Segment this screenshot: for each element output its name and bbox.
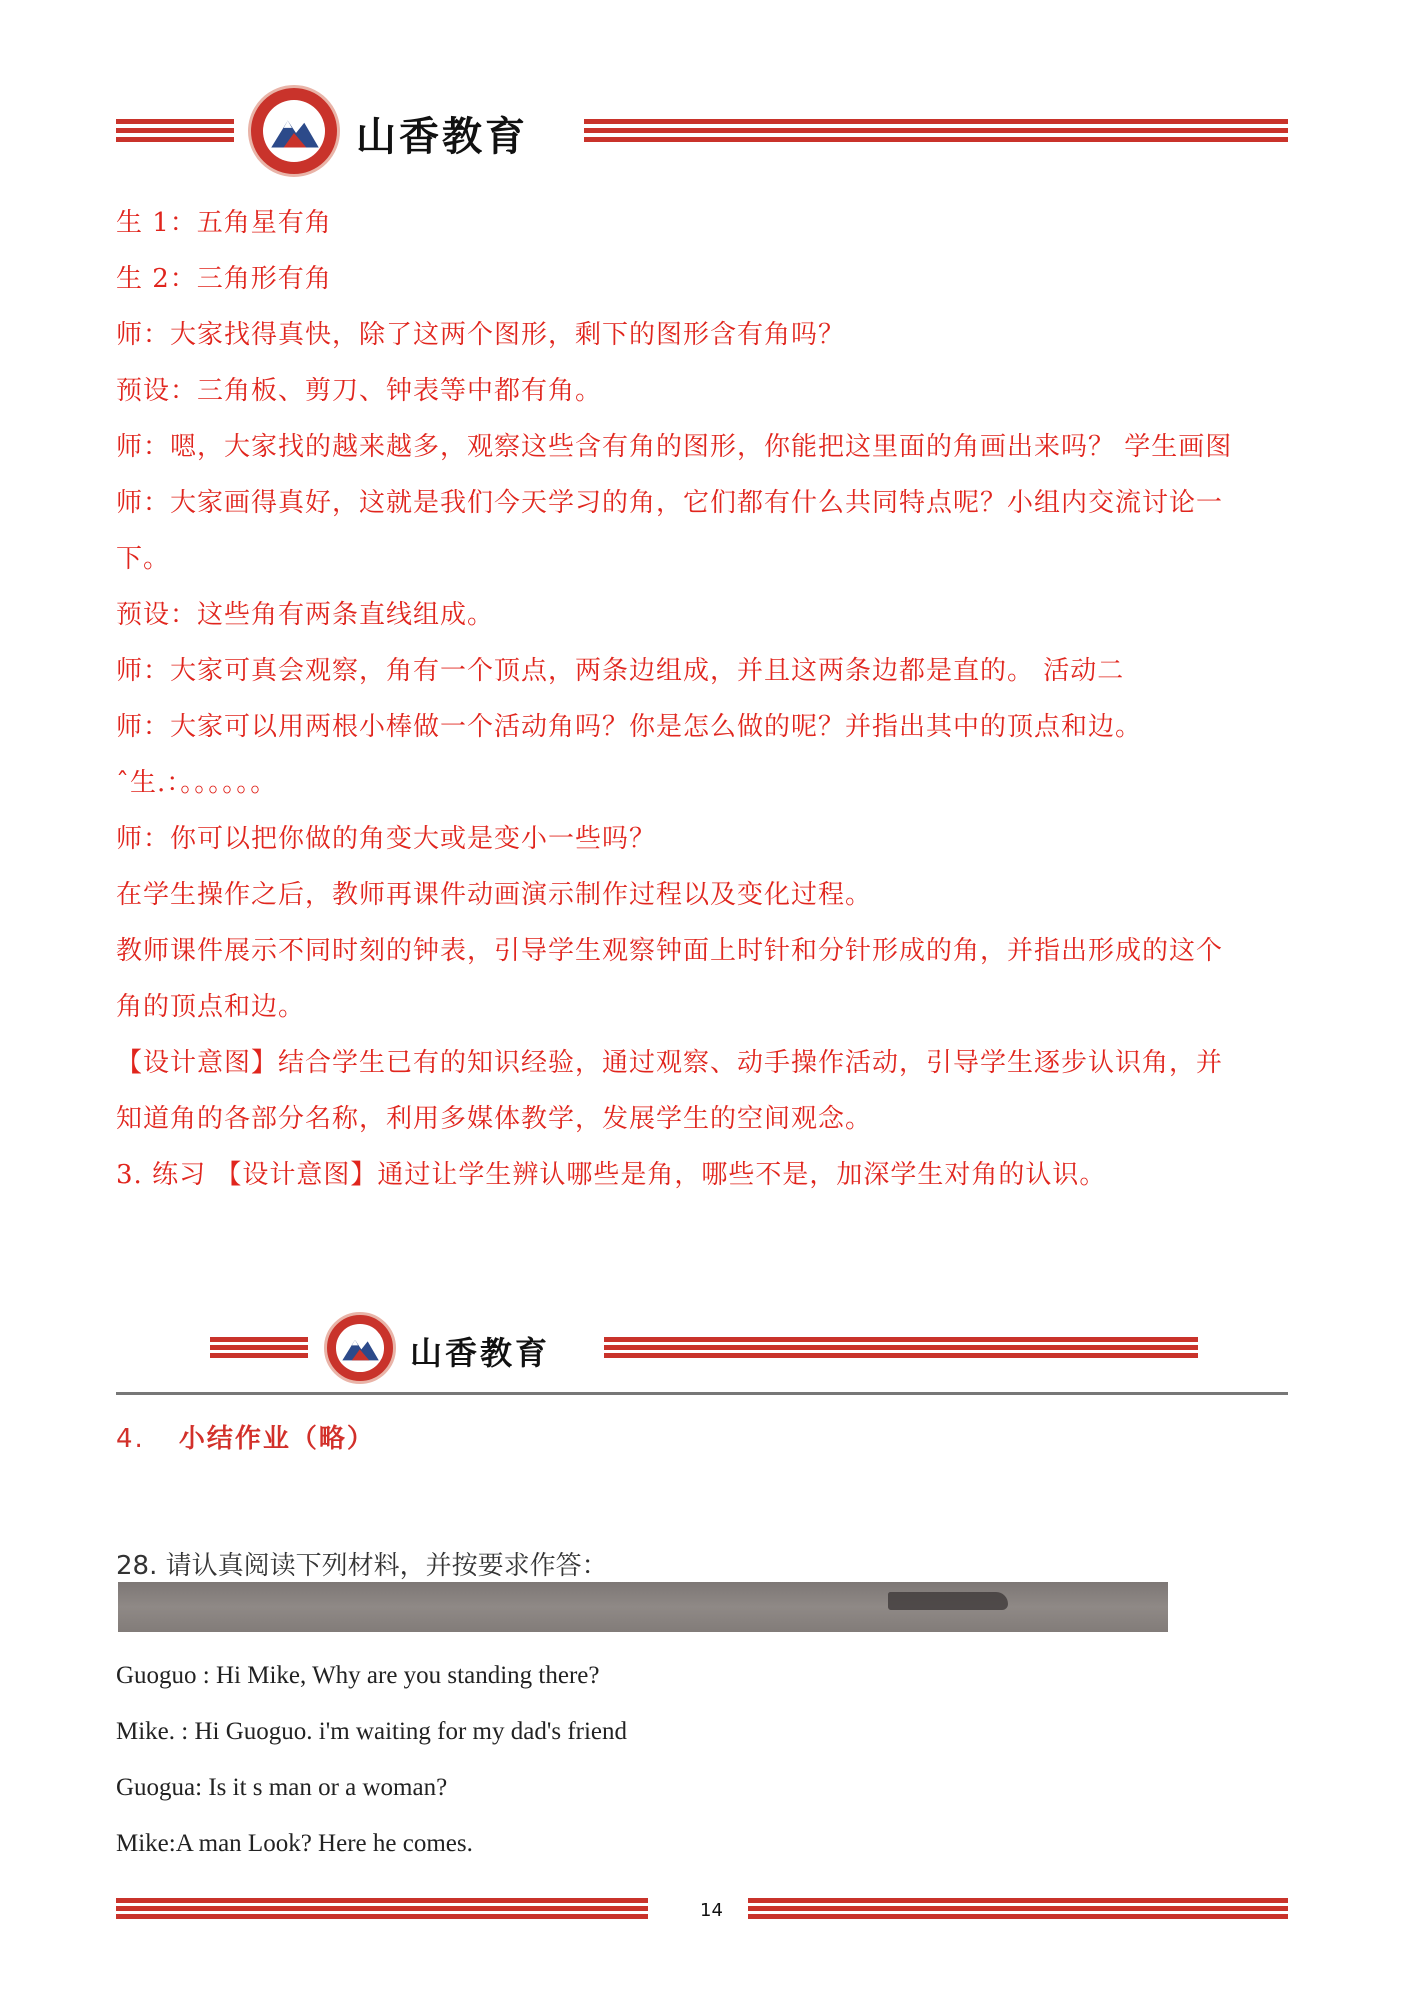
- top-header: [0, 85, 1414, 175]
- text-line: 在学生操作之后，教师再课件动画演示制作过程以及变化过程。: [116, 880, 873, 910]
- text-line: 3. 练习 【设计意图】通过让学生辨认哪些是角，哪些不是，加深学生对角的认识。: [116, 1160, 1107, 1190]
- text-line: 知道角的各部分名称，利用多媒体教学，发展学生的空间观念。: [116, 1104, 873, 1134]
- brand-name: 山香教育: [410, 1334, 551, 1372]
- brand-name: 山香教育: [356, 114, 528, 160]
- section-heading: [116, 1418, 375, 1455]
- text-line: 师：大家可真会观察，角有一个顶点，两条边组成，并且这两条边都是直的。 活动二: [116, 656, 1125, 686]
- text-line: 师：嗯，大家找的越来越多，观察这些含有角的图形，你能把这里面的角画出来吗？ 学生画图: [116, 432, 1233, 462]
- dialogue-line: Mike:A man Look? Here he comes.: [116, 1830, 473, 1857]
- page-number: 14: [700, 1900, 723, 1921]
- text-line: 师：大家可以用两根小棒做一个活动角吗？你是怎么做的呢？并指出其中的顶点和边。: [116, 712, 1143, 742]
- header-stripes-right: [584, 119, 1288, 143]
- photo-mark: [888, 1592, 1008, 1610]
- section-title: 小结作业（略）: [178, 1424, 375, 1454]
- text-line: 【设计意图】结合学生已有的知识经验，通过观察、动手操作活动，引导学生逐步认识角，并: [116, 1048, 1224, 1078]
- dialogue-line: Mike. : Hi Guoguo. i'm waiting for my dad's friend: [116, 1718, 628, 1745]
- dialogue-line: Guoguo : Hi Mike, Why are you standing there?: [116, 1662, 600, 1689]
- footer-stripes-left: [116, 1898, 648, 1920]
- text-line: ˆ生.：。。。。。。: [116, 768, 278, 798]
- text-line: 师：大家找得真快，除了这两个图形，剩下的图形含有角吗？: [116, 320, 846, 350]
- footer-stripes-right: [748, 1898, 1288, 1920]
- text-line: 教师课件展示不同时刻的钟表，引导学生观察钟面上时针和分针形成的角，并指出形成的这个: [116, 936, 1224, 966]
- embedded-header: [0, 1312, 1414, 1384]
- section-number: 4.: [116, 1424, 145, 1454]
- header-stripes-left: [116, 119, 234, 143]
- text-line: 预设：这些角有两条直线组成。: [116, 600, 495, 630]
- text-line: 角的顶点和边。: [116, 992, 306, 1022]
- photo-strip: [118, 1582, 1168, 1632]
- text-line: 师：你可以把你做的角变大或是变小一些吗？: [116, 824, 657, 854]
- text-line: 下。: [116, 544, 171, 574]
- text-line: 预设：三角板、剪刀、钟表等中都有角。: [116, 376, 603, 406]
- dialogue-line: Guogua: Is it s man or a woman?: [116, 1774, 448, 1801]
- text-line: 师：大家画得真好，这就是我们今天学习的角，它们都有什么共同特点呢？小组内交流讨论一: [116, 488, 1224, 518]
- question-28: 28. 请认真阅读下列材料，并按要求作答：: [116, 1551, 608, 1581]
- text-line: 生 1：五角星有角: [116, 208, 332, 238]
- section-divider: [116, 1392, 1288, 1395]
- text-line: 生 2：三角形有角: [116, 264, 332, 294]
- embedded-stripes-left: [210, 1337, 308, 1359]
- logo-icon: [248, 85, 340, 177]
- logo-icon: [324, 1312, 396, 1384]
- embedded-stripes-right: [604, 1337, 1198, 1359]
